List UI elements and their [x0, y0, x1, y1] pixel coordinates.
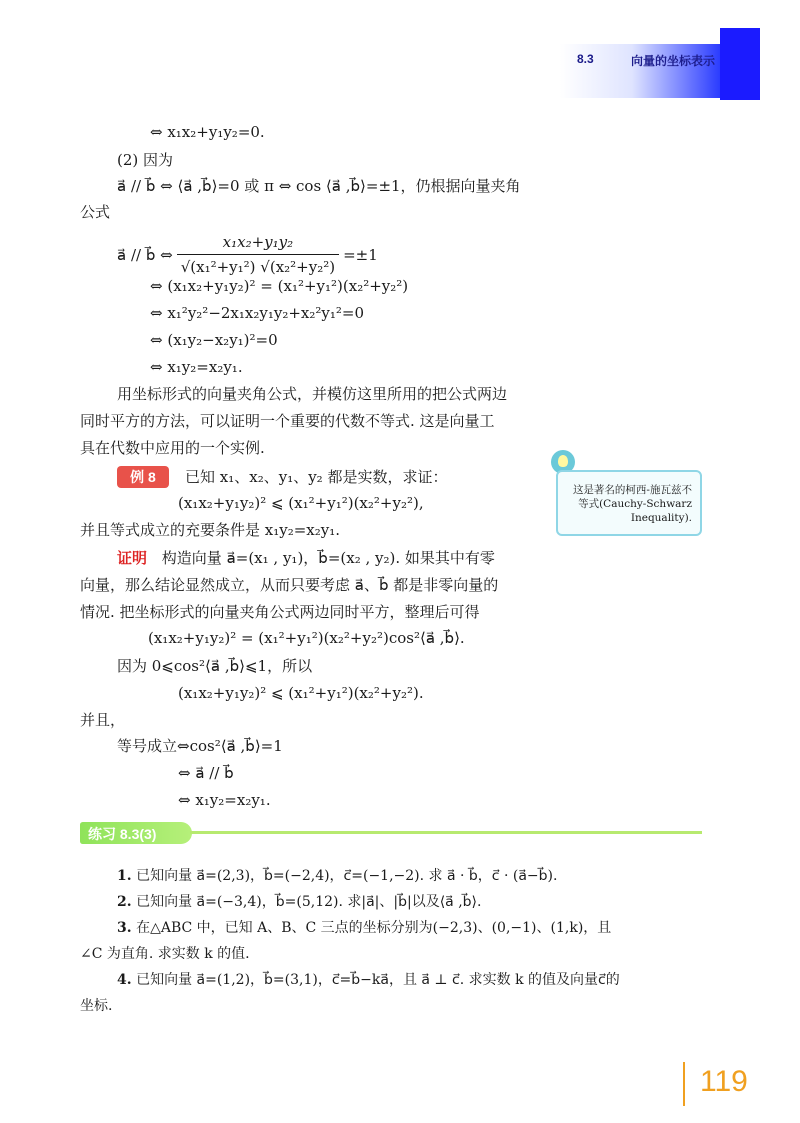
example-badge: 例 8 — [117, 466, 169, 488]
derivation-line: ⇔ a⃗ // b⃗ — [178, 764, 234, 782]
derivation-line: ⇔ x₁y₂=x₂y₁. — [150, 358, 243, 376]
paragraph-line: 并且， — [80, 711, 126, 729]
exercise-item-continued: 坐标. — [80, 998, 113, 1014]
derivation-line: ⇔ x₁y₂=x₂y₁. — [178, 791, 271, 809]
page-number: 119 — [700, 1065, 748, 1098]
side-note-text: 这是著名的柯西-施瓦兹不等式(Cauchy-Schwarz Inequality). — [572, 484, 692, 524]
paragraph-line: 公式 — [80, 203, 111, 221]
derivation-line: ⇔ x₁x₂+y₁y₂=0. — [150, 123, 265, 141]
paragraph-line: 用坐标形式的向量夹角公式，并模仿这里所用的把公式两边 — [117, 385, 508, 403]
exercise-item — [117, 918, 611, 938]
section-title: 向量的坐标表示 — [631, 54, 716, 68]
inequality: (x₁x₂+y₁y₂)² ⩽ (x₁²+y₁²)(x₂²+y₂²), — [178, 494, 424, 512]
fraction-numerator: x₁x₂+y₁y₂ — [222, 233, 294, 251]
exercise-number: 2. — [117, 894, 132, 910]
paragraph-line: 具在代数中应用的一个实例. — [80, 439, 265, 457]
step-label: (2) 因为 — [117, 151, 174, 169]
page-number-bar — [683, 1062, 685, 1106]
exercise-divider — [190, 831, 702, 834]
paragraph-line: a⃗ // b⃗ ⇔ ⟨a⃗ ,b⃗⟩=0 或 π ⇔ cos ⟨a⃗ ,b⃗⟩=±1，仍根据向量夹角 — [117, 177, 521, 195]
exercise-text: 已知向量 a⃗=(2,3)，b⃗=(−2,4)，c⃗=(−1,−2). 求 a⃗ · b⃗，c⃗ · (a⃗−b⃗). — [136, 868, 558, 884]
formula-fraction-line — [117, 232, 378, 277]
exercise-text: 已知向量 a⃗=(1,2)，b⃗=(3,1)，c⃗=b⃗−ka⃗，且 a⃗ ⊥ c⃗. 求实数 k 的值及向量c⃗的 — [136, 972, 620, 988]
proof-equation: (x₁x₂+y₁y₂)² = (x₁²+y₁²)(x₂²+y₂²)cos²⟨a⃗ ,b⃗⟩. — [148, 629, 465, 647]
exercise-number: 3. — [117, 920, 132, 936]
formula-lhs: a⃗ // b⃗ ⇔ — [117, 245, 173, 264]
derivation-line: ⇔ (x₁x₂+y₁y₂)² = (x₁²+y₁²)(x₂²+y₂²) — [150, 277, 409, 295]
proof-text: 构造向量 a⃗=(x₁ , y₁)，b⃗=(x₂ , y₂). 如果其中有零 — [161, 549, 495, 567]
formula-rhs: =±1 — [343, 245, 378, 264]
paragraph-line: 等号成立⇔cos²⟨a⃗ ,b⃗⟩=1 — [117, 737, 283, 755]
exercise-text: 已知向量 a⃗=(−3,4)，b⃗=(5,12). 求|a⃗|、|b⃗|以及⟨a⃗ ,b⃗⟩. — [136, 894, 482, 910]
paragraph-line: 向量，那么结论显然成立，从而只要考虑 a⃗、b⃗ 都是非零向量的 — [80, 576, 499, 594]
example-statement: 已知 x₁、x₂、y₁、y₂ 都是实数，求证： — [185, 468, 448, 486]
exercise-number: 1. — [117, 868, 132, 884]
derivation-line: ⇔ (x₁y₂−x₂y₁)²=0 — [150, 331, 278, 349]
exercise-item — [117, 892, 481, 912]
paragraph-line: 因为 0⩽cos²⟨a⃗ ,b⃗⟩⩽1，所以 — [117, 657, 313, 675]
exercise-text: 在△ABC 中，已知 A、B、C 三点的坐标分别为(−2,3)、(0,−1)、(1,k)，且 — [136, 920, 612, 936]
paragraph-line: 同时平方的方法，可以证明一个重要的代数不等式. 这是向量工 — [80, 412, 495, 430]
fraction-denominator: √(x₁²+y₁²) √(x₂²+y₂²) — [177, 254, 339, 277]
proof-line-a — [117, 548, 495, 568]
exercise-number: 4. — [117, 972, 132, 988]
exercise-item-continued: ∠C 为直角. 求实数 k 的值. — [80, 946, 250, 962]
exercise-title: 练习 8.3(3) — [88, 826, 157, 842]
exercise-item — [117, 866, 557, 886]
paragraph-line: 并且等式成立的充要条件是 x₁y₂=x₂y₁. — [80, 521, 341, 539]
header-blue-tab — [720, 28, 760, 100]
exercise-item — [117, 970, 620, 990]
section-number: 8.3 — [577, 52, 594, 66]
paragraph-line: 情况. 把坐标形式的向量夹角公式两边同时平方，整理后可得 — [80, 603, 480, 621]
fraction — [177, 232, 339, 277]
derivation-line: ⇔ x₁²y₂²−2x₁x₂y₁y₂+x₂²y₁²=0 — [150, 304, 365, 322]
proof-label: 证明 — [117, 549, 148, 567]
proof-equation: (x₁x₂+y₁y₂)² ⩽ (x₁²+y₁²)(x₂²+y₂²). — [178, 684, 424, 702]
